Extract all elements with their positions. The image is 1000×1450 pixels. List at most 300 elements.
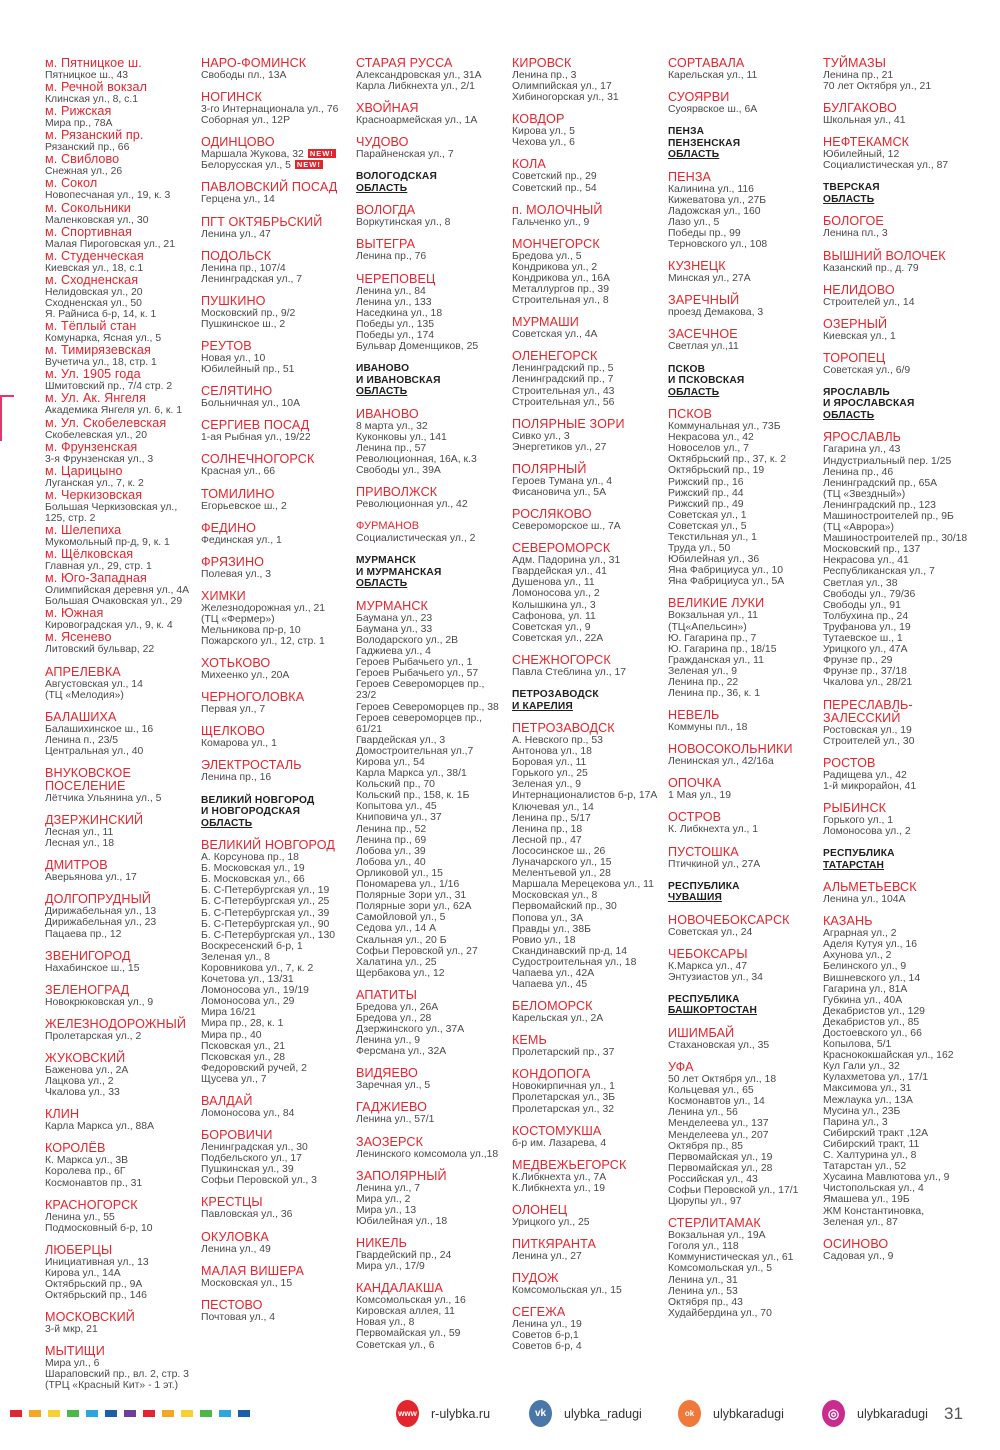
store-address <box>668 756 820 767</box>
store-address-text: Космонавтов пр., 31 <box>45 1177 143 1189</box>
store-address-text: Подбельского ул., 17 <box>201 1153 302 1165</box>
city-name: КОНДОПОГА <box>512 1067 591 1082</box>
city-name: БУЛГАКОВО <box>823 101 897 116</box>
store-address <box>512 1183 664 1194</box>
store-address-text: Снежная ул., 26 <box>45 166 123 178</box>
metro-station-group <box>45 250 197 274</box>
metro-station-name: м. Рязанский пр. <box>45 128 144 143</box>
city-name: КОСТОМУКША <box>512 1123 602 1138</box>
metro-station-group <box>45 226 197 250</box>
store-address-text: Кочетова ул., 13/31 <box>201 974 294 986</box>
store-address-text: (ТЦ «Аврора») <box>823 522 894 534</box>
store-address <box>512 633 664 644</box>
store-address <box>668 1252 820 1263</box>
region-heading-line: ВОЛОГОДСКАЯ <box>356 171 437 183</box>
store-address-text: Юбилейная ул., 36 <box>668 554 760 566</box>
city-group <box>512 463 664 498</box>
store-address <box>512 957 664 968</box>
metro-station-group <box>45 572 197 607</box>
store-address-text: Гаджиева ул., 4 <box>356 646 431 658</box>
city-group <box>201 181 353 205</box>
store-address-text: Советская ул., 6 <box>356 1339 435 1351</box>
store-address <box>45 724 197 735</box>
store-address <box>356 1024 508 1035</box>
store-address-text: Строителей ул., 30 <box>823 735 915 747</box>
region-heading-line: РЕСПУБЛИКА <box>668 880 740 892</box>
store-address <box>668 655 820 666</box>
vk-label[interactable]: ulybka_radugi <box>564 1406 642 1421</box>
store-address-text: Лётчика Ульянина ул., 5 <box>45 793 162 804</box>
store-address <box>512 442 664 453</box>
store-address-text: Большая Черкизовская ул., <box>45 501 178 513</box>
city-name: БОРОВИЧИ <box>201 1128 273 1143</box>
store-address-text: К. Маркса ул., 3В <box>45 1155 129 1167</box>
region-heading-underlined: ЧУВАШИЯ <box>668 892 722 904</box>
store-address <box>356 1080 508 1091</box>
store-address <box>201 896 353 907</box>
store-address-text: Мельникова пр-р, 10 <box>201 624 301 636</box>
city-group <box>356 238 508 262</box>
store-address-text: Лазо ул., 5 <box>668 216 720 228</box>
store-address-text: Хибиногорская ул., 31 <box>512 92 619 104</box>
city-group <box>823 57 993 92</box>
city-name: ЖЕЛЕЗНОДОРОЖНЫЙ <box>45 1016 187 1031</box>
store-address-text: Ленинградский пр., 5 <box>512 363 614 375</box>
store-address-text: Халатина ул., 25 <box>356 956 437 968</box>
city-group <box>512 1238 664 1262</box>
store-address <box>45 1212 197 1223</box>
store-address-text: Строительная ул., 8 <box>512 295 609 307</box>
store-address <box>668 688 820 699</box>
metro-station-name: м. Тимирязевская <box>45 343 151 358</box>
store-address <box>356 702 508 713</box>
store-address-text: Б. С-Петербургская ул., 39 <box>201 907 330 919</box>
store-address-text: Ленина ул., 84 <box>356 285 426 297</box>
vk-link[interactable] <box>529 1400 642 1427</box>
stripe-segment <box>143 1410 155 1417</box>
store-address <box>823 500 993 511</box>
city-name: КАЗАНЬ <box>823 914 873 929</box>
metro-station-group <box>45 105 197 129</box>
metro-station-group <box>45 129 197 153</box>
city-name: МУРМАШИ <box>512 315 579 330</box>
city-name: РЕУТОВ <box>201 339 252 354</box>
store-address-text: Киевская ул., 1 <box>823 330 896 342</box>
store-address-text: Гвардейский пр., 24 <box>356 1250 452 1261</box>
store-address <box>201 1164 353 1175</box>
store-address <box>201 398 353 409</box>
city-name: СЕГЕЖА <box>512 1305 566 1320</box>
store-address <box>201 996 353 1007</box>
store-address <box>668 1096 820 1107</box>
store-address <box>823 1006 993 1017</box>
store-address-text: Толбухина пр., 24 <box>823 610 909 622</box>
city-name: ЗАСЕЧНОЕ <box>668 327 738 342</box>
store-address-text: Октября пр., 85 <box>668 1140 743 1152</box>
stripe-segment <box>86 1410 98 1417</box>
store-address-text: Чехова ул., 6 <box>512 137 575 149</box>
store-address <box>356 1306 508 1317</box>
ok-link[interactable] <box>678 1400 784 1427</box>
store-address-text: Советская ул., 9 <box>512 621 591 633</box>
store-address <box>512 746 664 757</box>
city-group <box>201 295 353 330</box>
store-address <box>45 1279 197 1290</box>
city-name: ПОДОЛЬСК <box>201 248 272 263</box>
city-group <box>201 1129 353 1186</box>
store-address-text: Мусина ул., 23Б <box>823 1105 901 1117</box>
store-address <box>823 928 993 939</box>
store-address <box>201 104 353 115</box>
store-address-text: Кондрикова ул., 16А <box>512 272 610 284</box>
store-address <box>512 600 664 611</box>
store-address-text: Скальная ул., 20 Б <box>356 934 447 946</box>
city-name: ХОТЬКОВО <box>201 656 271 671</box>
store-address-text: 1-ая Рыбная ул., 19/22 <box>201 432 311 444</box>
store-address <box>45 215 197 226</box>
store-address <box>45 1121 197 1132</box>
store-address <box>512 1013 664 1024</box>
city-group <box>201 839 353 1085</box>
store-address-text: Героев североморцев пр., <box>356 712 483 724</box>
store-address <box>823 815 993 826</box>
stripe-segment <box>29 1410 41 1417</box>
region-heading-line: И ЯРОСЛАВСКАЯ <box>823 398 915 410</box>
region-heading-line: ПЕНЗЕНСКАЯ <box>668 137 741 149</box>
city-group <box>45 1052 197 1098</box>
store-address <box>356 624 508 635</box>
store-address-text: Бредова ул., 26А <box>356 1001 439 1013</box>
store-address <box>356 297 508 308</box>
metro-station-name: м. Черкизовская <box>45 487 143 502</box>
store-address <box>356 115 508 126</box>
store-address <box>668 666 820 677</box>
region-heading-underlined: ОБЛАСТЬ <box>201 817 253 829</box>
store-address-text: Малая Пироговская ул., 21 <box>45 238 175 250</box>
stripe-segment <box>67 1410 79 1417</box>
store-address-text: Гоголя ул., 118 <box>668 1241 739 1253</box>
store-address <box>823 1161 993 1172</box>
store-address-text: Кулахметова ул., 17/1 <box>823 1072 929 1084</box>
store-column-3 <box>356 57 508 1351</box>
store-address-text: Кольский пр., 158, к. 1Б <box>356 790 470 802</box>
store-address-text: Егорьевское ш., 2 <box>201 500 287 512</box>
metro-station-name: м. Свиблово <box>45 152 120 167</box>
store-address <box>512 946 664 957</box>
store-address-text: Ломоносова ул., 19/19 <box>201 985 309 997</box>
region-heading <box>512 689 664 712</box>
store-address <box>668 1185 820 1196</box>
store-address-text: Луначарского ул., 15 <box>512 857 612 869</box>
store-address-text: Ленина ул., 27 <box>512 1251 582 1262</box>
store-address-text: Новокрюковская ул., 9 <box>45 996 154 1008</box>
city-group <box>356 57 508 92</box>
stripe-segment <box>219 1410 231 1417</box>
store-address <box>45 298 197 309</box>
store-address <box>45 1031 197 1042</box>
store-address <box>201 160 353 171</box>
city-name: ВЕЛИКИЕ ЛУКИ <box>668 596 765 611</box>
city-name: ПУШКИНО <box>201 293 266 308</box>
store-address <box>356 149 508 160</box>
store-address-text: Кировоградская ул., 9, к. 4 <box>45 620 173 632</box>
store-address <box>201 985 353 996</box>
store-address-text: Птичкиной ул., 27А <box>668 858 761 870</box>
region-heading-line: ВЕЛИКИЙ НОВГОРОД <box>201 794 315 806</box>
store-address-text: Революционная, 16А, к.3 <box>356 453 477 465</box>
store-address <box>45 644 197 655</box>
store-address-text: Октября пр., 43 <box>668 1296 743 1308</box>
region-heading-line: И ИВАНОВСКАЯ <box>356 374 441 386</box>
store-address-text: Бульвар Доменщиков, 25 <box>356 341 479 353</box>
city-name: КОВДОР <box>512 112 565 127</box>
store-address <box>201 863 353 874</box>
store-address-text: Б. С-Петербургская ул., 25 <box>201 896 330 908</box>
store-address <box>668 443 820 454</box>
store-address-text: Сибирский тракт ,12А <box>823 1127 929 1139</box>
store-address <box>201 941 353 952</box>
store-address-text: Кирова ул., 54 <box>356 757 425 768</box>
city-group <box>356 1282 508 1350</box>
city-name: УФА <box>668 1060 694 1075</box>
city-group <box>512 508 664 532</box>
store-address <box>823 467 993 478</box>
store-address <box>45 1369 197 1380</box>
store-address-text: Революционная ул., 42 <box>356 499 468 511</box>
region-heading-line: ПСКОВ <box>668 363 706 375</box>
store-address <box>356 724 508 735</box>
city-group <box>356 273 508 353</box>
store-address <box>201 1108 353 1119</box>
store-address-text: Школьная ул., 41 <box>823 115 906 127</box>
store-address-text: Строительная ул., 43 <box>512 385 615 397</box>
store-address-text: 8 марта ул., 32 <box>356 420 428 432</box>
store-address <box>201 364 353 375</box>
city-name: ПОЛЯРНЫЕ ЗОРИ <box>512 416 625 431</box>
store-address-text: Карла Маркса ул., 88А <box>45 1121 155 1133</box>
store-address <box>201 1007 353 1018</box>
store-address-text: Индустриальный пер. 1/25 <box>823 455 952 467</box>
metro-station-name: м. Ул. Ак. Янгеля <box>45 391 146 406</box>
store-address-text: Труда ул., 50 <box>668 543 731 555</box>
store-address <box>823 984 993 995</box>
city-name: НОВОСОКОЛЬНИКИ <box>668 742 793 757</box>
store-address-text: Я. Райниса б-р, 14, к. 1 <box>45 309 157 321</box>
store-address <box>512 979 664 990</box>
store-address <box>823 1172 993 1183</box>
city-name: ЯРОСЛАВЛЬ <box>823 430 902 445</box>
city-name: ВАЛДАЙ <box>201 1094 253 1108</box>
store-address <box>356 746 508 757</box>
store-address <box>823 677 993 688</box>
store-address <box>668 610 820 621</box>
store-address <box>45 906 197 917</box>
store-address-text: Свободы ул., 39А <box>356 465 441 476</box>
store-address-text: Героев Рыбачьего ул., 1 <box>356 657 473 669</box>
store-address <box>668 488 820 499</box>
store-address <box>356 251 508 262</box>
store-address <box>823 781 993 792</box>
store-address <box>512 768 664 779</box>
store-address <box>668 1275 820 1286</box>
city-name: п. МОЛОЧНЫЙ <box>512 202 603 217</box>
city-name: ЧЕРНОГОЛОВКА <box>201 690 305 705</box>
website-link[interactable] <box>396 1400 490 1427</box>
store-address <box>356 499 508 510</box>
store-address-text: Октябрьский пр., 146 <box>45 1290 147 1302</box>
store-address <box>201 1041 353 1052</box>
city-name: НЕФТЕКАМСК <box>823 135 910 150</box>
store-address-text: Краснококшайская ул., 162 <box>823 1050 954 1062</box>
store-address <box>512 622 664 633</box>
store-address <box>201 1030 353 1041</box>
metro-station-group <box>45 417 197 441</box>
region-heading-line: И ПСКОВСКАЯ <box>668 375 745 387</box>
store-address-text: Московский пр., 9/2 <box>201 307 296 319</box>
website-label[interactable]: r-ulybka.ru <box>431 1406 491 1421</box>
store-address <box>668 341 820 352</box>
instagram-link[interactable] <box>822 1400 928 1427</box>
city-name: ИШИМБАЙ <box>668 1025 735 1040</box>
store-address-text: Кирова ул., 5 <box>512 126 575 138</box>
store-column-4 <box>512 57 664 1352</box>
www-icon: www <box>396 1400 419 1427</box>
metro-station-group <box>45 177 197 201</box>
city-group <box>668 777 820 801</box>
store-address-text: Первая ул., 7 <box>201 704 266 716</box>
city-group <box>512 1125 664 1149</box>
store-address-text: Калинина ул., 116 <box>668 183 754 195</box>
store-address <box>512 790 664 801</box>
store-address-text: Бредова ул., 5 <box>512 250 582 262</box>
city-group <box>45 1311 197 1335</box>
store-address-text: Ленина пр., 76 <box>356 251 427 263</box>
store-address <box>668 1118 820 1129</box>
store-address-text: Лесная ул., 18 <box>45 838 115 850</box>
city-name: ЭЛЕКТРОСТАЛЬ <box>201 758 302 773</box>
store-address <box>201 974 353 985</box>
store-address-text: Ленинградская ул., 30 <box>201 1142 308 1154</box>
city-name: ДЗЕРЖИНСКИЙ <box>45 813 144 828</box>
store-address <box>512 879 664 890</box>
store-address <box>512 835 664 846</box>
store-address <box>823 70 993 81</box>
store-address <box>668 184 820 195</box>
store-address <box>45 679 197 690</box>
store-address <box>356 790 508 801</box>
ok-label[interactable]: ulybkaradugi <box>713 1406 784 1421</box>
store-address <box>512 81 664 92</box>
city-name: ИВАНОВО <box>356 406 419 421</box>
region-heading-underlined: ОБЛАСТЬ <box>668 149 720 161</box>
store-address-text: Менделеева ул., 137 <box>668 1118 769 1130</box>
store-address-text: Новокирпичная ул., 1 <box>512 1081 615 1093</box>
store-address <box>668 633 820 644</box>
store-address <box>512 924 664 935</box>
store-address-text: К.Либкнехта ул., 19 <box>512 1182 605 1194</box>
store-address-text: Академика Янгеля ул. 6, к. 1 <box>45 405 182 417</box>
store-address-text: Радищева ул., 42 <box>823 769 907 781</box>
store-address-text: Судостроительная ул., 18 <box>512 956 637 968</box>
store-address <box>512 92 664 103</box>
store-address-text: Урицкого ул., 25 <box>512 1216 590 1228</box>
region-heading-underlined: ОБЛАСТЬ <box>823 409 875 421</box>
store-address <box>201 603 353 614</box>
stripe-segment <box>105 1410 117 1417</box>
store-address <box>668 859 820 870</box>
region-heading-underlined: ТАТАРСТАН <box>823 859 885 871</box>
city-group <box>512 1000 664 1024</box>
store-address-text: Подмосковный б-р, 10 <box>45 1222 153 1234</box>
city-group <box>356 1170 508 1227</box>
store-address <box>823 566 993 577</box>
store-address-text: Московская ул., 15 <box>201 1277 293 1289</box>
store-address-text: (ТЦ «Фермер») <box>201 613 275 625</box>
store-address <box>356 768 508 779</box>
store-address-text: Зеленая ул., 9 <box>512 779 582 791</box>
store-address <box>512 397 664 408</box>
store-address <box>512 735 664 746</box>
store-address-text: Лацкова ул., 2 <box>45 1076 114 1088</box>
store-address <box>823 589 993 600</box>
instagram-label[interactable]: ulybkaradugi <box>857 1406 928 1421</box>
metro-station-name: м. Речной вокзал <box>45 80 148 95</box>
city-name: МЕДВЕЖЬЕГОРСК <box>512 1157 627 1172</box>
store-address-text: Текстильная ул., 1 <box>668 531 757 543</box>
metro-station-group <box>45 392 197 416</box>
store-address-text: Терновского ул., 108 <box>668 239 768 251</box>
city-group <box>201 1196 353 1220</box>
city-group <box>45 1018 197 1042</box>
store-address-text: Яна Фабрициуса ул., 10 <box>668 565 784 577</box>
store-address <box>823 478 993 489</box>
store-address <box>356 957 508 968</box>
region-heading-underlined: ОБЛАСТЬ <box>356 578 408 590</box>
city-group <box>201 340 353 375</box>
store-address <box>512 431 664 442</box>
store-address <box>45 430 197 441</box>
region-heading-line: ИВАНОВО <box>356 363 410 375</box>
store-address-text: Юбилейный пр., 51 <box>201 364 295 376</box>
city-group <box>668 328 820 352</box>
store-address <box>823 522 993 533</box>
store-address <box>823 1083 993 1094</box>
metro-station-name: м. Сокольники <box>45 200 131 215</box>
store-address <box>356 454 508 465</box>
store-address-text: Балашихинское ш., 16 <box>45 723 154 735</box>
city-group <box>201 759 353 783</box>
store-address <box>668 565 820 576</box>
store-address-text: (ТЦ«Апельсин») <box>668 621 747 633</box>
store-address-text: Мира пр., 78А <box>45 118 113 130</box>
city-group <box>823 318 993 342</box>
store-address <box>201 432 353 443</box>
store-address <box>668 206 820 217</box>
store-address <box>512 901 664 912</box>
store-address <box>45 585 197 596</box>
store-address-text: Социалистическая ул., 87 <box>823 160 949 172</box>
store-address-text: Железнодорожная ул., 21 <box>201 602 326 614</box>
city-name: ОЛОНЕЦ <box>512 1202 568 1217</box>
store-address <box>512 566 664 577</box>
store-address <box>823 622 993 633</box>
store-address-text: Советов б-р, 4 <box>512 1341 582 1353</box>
store-address <box>823 826 993 837</box>
store-address <box>201 738 353 749</box>
city-name: ОСТРОВ <box>668 810 722 825</box>
store-address <box>668 1107 820 1118</box>
store-address-text: Декабристов ул., 85 <box>823 1016 920 1028</box>
